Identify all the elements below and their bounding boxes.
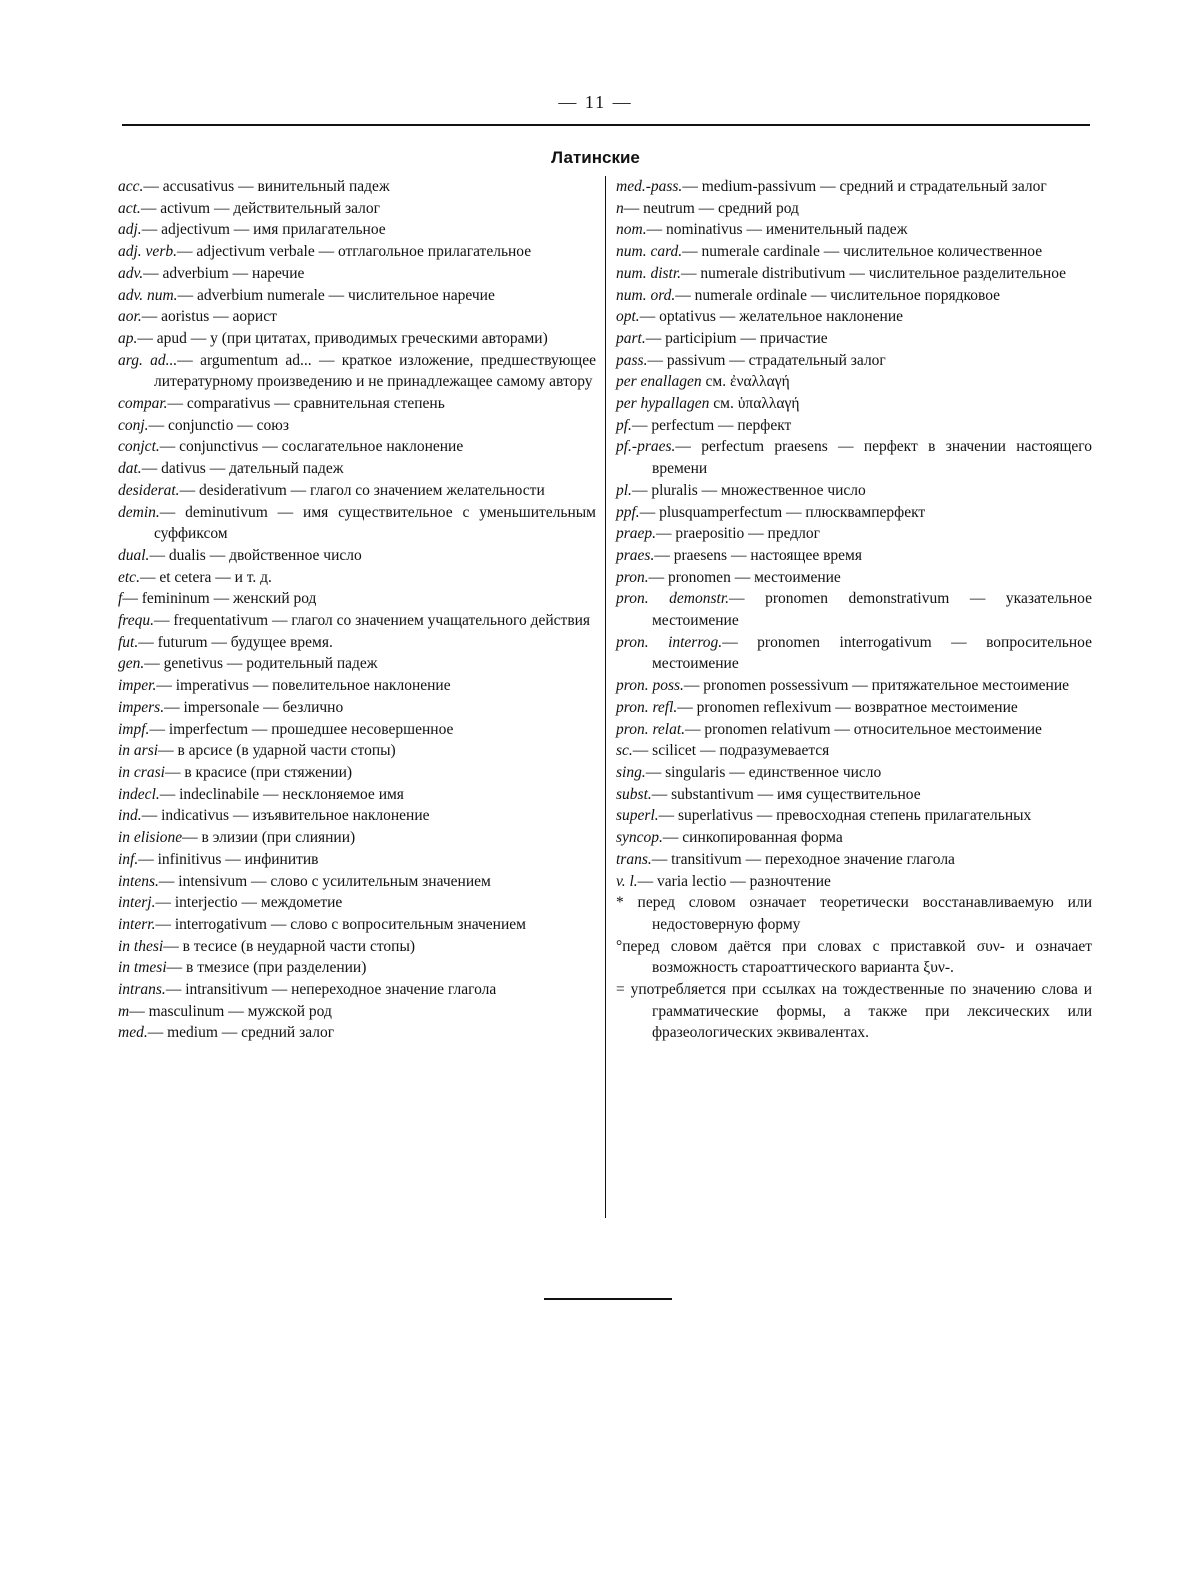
entry [616, 784, 1092, 806]
entry-abbreviation: dual. [118, 546, 150, 564]
entry-definition: — numerale cardinale — числительное количественное [682, 243, 1043, 261]
entry-abbreviation: pl. [616, 481, 632, 499]
entry-definition: — pluralis — множественное число [631, 481, 866, 499]
entry [118, 480, 596, 502]
entry [616, 219, 1092, 241]
entry-abbreviation: f [118, 590, 123, 608]
entry [616, 849, 1092, 871]
entry-abbreviation: nom. [616, 221, 647, 239]
entry [118, 653, 596, 675]
entry [616, 176, 1092, 198]
entry-definition: — aoristus — аорист [141, 308, 277, 326]
entry-definition: — interrogativum — слово с вопросительным значением [155, 915, 526, 933]
entry-definition: — comparativus — сравнительная степень [167, 395, 445, 413]
entry [616, 675, 1092, 697]
entry-abbreviation: superl. [616, 807, 659, 825]
entry-definition: — praepositio — предлог [656, 525, 820, 543]
entry-definition: — pronomen demonstrativum — указательное местоимение [652, 590, 1092, 630]
entry-definition: — plusquamperfectum — плюсквамперфект [639, 503, 926, 521]
entry-definition: — intransitivum — непереходное значение глагола [165, 981, 497, 999]
entry-definition: — pronomen reflexivum — возвратное местоимение [677, 698, 1018, 716]
entry [616, 632, 1092, 675]
entry-definition: — синкопированная форма [662, 829, 843, 847]
entry-abbreviation: in tmesi [118, 959, 167, 977]
entry [616, 480, 1092, 502]
entry-definition: — в красисе (при стяжении) [164, 763, 353, 781]
entry-abbreviation: conj. [118, 416, 149, 434]
entry-abbreviation: intens. [118, 872, 159, 890]
entry-definition: — adjectivum — имя прилагательное [141, 221, 386, 239]
entry-definition: — masculinum — мужской род [129, 1002, 332, 1020]
entry-definition: — activum — действительный залог [140, 199, 381, 217]
entry [118, 545, 596, 567]
entry [118, 328, 596, 350]
entry-definition: — conjunctivus — сослагательное наклонение [159, 438, 464, 456]
entry-definition: — argumentum ad... — краткое изложение, предшествующее литературному произведению и не принадлежащее самому автору [154, 351, 596, 391]
entry-definition: — femininum — женский род [122, 590, 317, 608]
section-title: Латинские [551, 148, 640, 167]
entry [616, 567, 1092, 589]
entry-definition: — passivum — страдательный залог [647, 351, 886, 369]
entry-abbreviation: pf.-praes. [616, 438, 676, 456]
entry-definition: — apud — у (при цитатах, приводимых греческими авторами) [137, 329, 548, 347]
entry-abbreviation: desiderat. [118, 481, 180, 499]
entry-definition: — deminutivum — имя существительное с уменьшительным суффиксом [154, 503, 596, 543]
entry [118, 719, 596, 741]
entry-definition: — praesens — настоящее время [654, 546, 862, 564]
entry-abbreviation: pass. [616, 351, 648, 369]
entry [616, 805, 1092, 827]
entry-abbreviation: num. distr. [616, 264, 682, 282]
entry-definition: — participium — причастие [645, 329, 828, 347]
entry [616, 871, 1092, 893]
entry [118, 588, 596, 610]
entry [616, 263, 1092, 285]
entry [118, 871, 596, 893]
entry-definition: — dativus — дательный падеж [141, 460, 344, 478]
entry-abbreviation: pron. refl. [616, 698, 678, 716]
entry-definition: — в тесисе (в неударной части стопы) [163, 937, 416, 955]
entry [118, 610, 596, 632]
entry [616, 198, 1092, 220]
entry [616, 415, 1092, 437]
entry-abbreviation: pron. demonstr. [616, 590, 730, 608]
bottom-rule [544, 1298, 672, 1300]
entry-abbreviation: in arsi [118, 742, 159, 760]
entry [118, 892, 596, 914]
entry [118, 632, 596, 654]
entry [118, 198, 596, 220]
entry-definition: — adjectivum verbale — отглагольное прилагательное [176, 243, 532, 261]
entry-abbreviation: etc. [118, 568, 140, 586]
entry-definition: — desiderativum — глагол со значением желательности [179, 481, 545, 499]
entry-abbreviation: pron. relat. [616, 720, 686, 738]
entry [616, 697, 1092, 719]
entry [118, 914, 596, 936]
entry [118, 350, 596, 393]
entry-abbreviation: impf. [118, 720, 150, 738]
entry-abbreviation: v. l. [616, 872, 638, 890]
entry-abbreviation: in crasi [118, 763, 165, 781]
entry [118, 762, 596, 784]
entry-definition: — medium — средний залог [147, 1024, 335, 1042]
entry-definition: — perfectum — перфект [631, 416, 792, 434]
entry-abbreviation: med.-pass. [616, 178, 683, 195]
entry-definition: — conjunctio — союз [148, 416, 289, 434]
entry-abbreviation: impers. [118, 698, 165, 716]
entry [616, 285, 1092, 307]
entry-abbreviation: part. [616, 329, 646, 347]
entry-abbreviation: indecl. [118, 785, 160, 803]
entry-abbreviation: ppf. [616, 503, 640, 521]
entry [616, 719, 1092, 741]
entry-abbreviation: sing. [616, 763, 646, 781]
entry-definition: — optativus — желательное наклонение [639, 308, 904, 326]
entry [118, 936, 596, 958]
entry [118, 740, 596, 762]
entry [616, 350, 1092, 372]
entry-definition: — intensivum — слово с усилительным значением [158, 872, 491, 890]
entry [616, 306, 1092, 328]
entry [118, 697, 596, 719]
entry-abbreviation: demin. [118, 503, 160, 521]
entry [118, 219, 596, 241]
entry-definition: — scilicet — подразумевается [632, 742, 830, 760]
entry-abbreviation: acc. [118, 178, 144, 195]
entry-definition: — infinitivus — инфинитив [138, 850, 319, 868]
entry-definition: — futurum — будущее время. [138, 633, 333, 651]
entry-abbreviation: per hypallagen [616, 395, 710, 413]
entry-abbreviation: subst. [616, 785, 652, 803]
entry-definition: — imperfectum — прошедшее несовершенное [149, 720, 454, 738]
entry-abbreviation: adv. num. [118, 286, 178, 304]
entry-abbreviation: pron. poss. [616, 677, 684, 695]
entry-abbreviation: per enallagen [616, 373, 702, 391]
entry-definition: — genetivus — родительный падеж [144, 655, 378, 673]
entry-definition: — в тмезисе (при разделении) [166, 959, 367, 977]
entry-abbreviation: num. card. [616, 243, 683, 261]
entry-abbreviation: adv. [118, 264, 144, 282]
entry [118, 306, 596, 328]
entry-definition: — perfectum praesens — перфект в значении настоящего времени [652, 438, 1092, 478]
entry-abbreviation: num. ord. [616, 286, 676, 304]
note: = употребляется при ссылках на тождественные по значению слова и грамматические формы, а также при лексических или фразеологических эквивалентах. [616, 981, 1092, 1042]
entry-abbreviation: dat. [118, 460, 142, 478]
entry-abbreviation: interj. [118, 894, 156, 912]
entry-abbreviation: adj. verb. [118, 243, 177, 261]
entry [616, 241, 1092, 263]
entry-abbreviation: adj. [118, 221, 142, 239]
entry [118, 241, 596, 263]
entry-definition: — adverbium numerale — числительное наречие [177, 286, 495, 304]
entry-definition: — varia lectio — разночтение [637, 872, 831, 890]
entry-definition: — indeclinabile — несклоняемое имя [159, 785, 404, 803]
right-entries [616, 176, 1092, 892]
entry-abbreviation: arg. ad... [118, 351, 178, 369]
entry [616, 328, 1092, 350]
entry-abbreviation: pf. [616, 416, 632, 434]
left-column [118, 176, 596, 1044]
top-rule [122, 124, 1090, 126]
entry-abbreviation: syncop. [616, 829, 663, 847]
entry-abbreviation: pron. interrog. [616, 633, 723, 651]
entry [616, 740, 1092, 762]
entry-abbreviation: aor. [118, 308, 142, 326]
entry [118, 675, 596, 697]
entry-abbreviation: inf. [118, 850, 139, 868]
entry-abbreviation: ind. [118, 807, 142, 825]
entry [118, 849, 596, 871]
entry-abbreviation: frequ. [118, 612, 155, 630]
entry [118, 979, 596, 1001]
entry [118, 827, 596, 849]
entry-abbreviation: conjct. [118, 438, 160, 456]
entry-definition: — в элизии (при слиянии) [182, 829, 356, 847]
entry-abbreviation: act. [118, 199, 141, 217]
entry-definition: — accusativus — винительный падеж [143, 178, 390, 195]
entry-definition: — в арсисе (в ударной части стопы) [158, 742, 396, 760]
entry-definition: — dualis — двойственное число [149, 546, 362, 564]
entry-abbreviation: intrans. [118, 981, 166, 999]
entry [616, 523, 1092, 545]
entry [118, 957, 596, 979]
entry-definition: — nominativus — именительный падеж [646, 221, 908, 239]
entry-definition: — neutrum — средний род [623, 199, 799, 217]
entry-definition: — frequentativum — глагол со значением учащательного действия [154, 612, 591, 630]
entry [118, 1001, 596, 1023]
entry-definition: — numerale ordinale — числительное порядковое [675, 286, 1001, 304]
notes [616, 892, 1092, 1044]
entry-abbreviation: interr. [118, 915, 156, 933]
entry [118, 415, 596, 437]
entry [616, 827, 1092, 849]
entry-definition: — pronomen relativum — относительное местоимение [685, 720, 1042, 738]
entry-abbreviation: trans. [616, 850, 652, 868]
entry-definition: — medium-passivum — средний и страдательный залог [682, 178, 1047, 195]
entry-abbreviation: gen. [118, 655, 145, 673]
right-column [616, 176, 1092, 1044]
entry-definition: — numerale distributivum — числительное разделительное [681, 264, 1067, 282]
entry-definition: — adverbium — наречие [143, 264, 305, 282]
note: °перед словом даётся при словах с приставкой συν- и означает возможность староаттического варианта ξυν-. [616, 937, 1092, 977]
entry-abbreviation: praep. [616, 525, 657, 543]
entry [616, 545, 1092, 567]
entry-abbreviation: ap. [118, 329, 138, 347]
entry-definition: — interjectio — междометие [155, 894, 343, 912]
entry [118, 176, 596, 198]
entry-definition: — singularis — единственное число [645, 763, 882, 781]
column-divider [605, 176, 606, 1218]
entry-definition: — indicativus — изъявительное наклонение [141, 807, 430, 825]
entry [616, 371, 1092, 393]
entry-abbreviation: m [118, 1002, 130, 1020]
entry-definition: — pronomen possessivum — притяжательное местоимение [683, 677, 1070, 695]
entry-abbreviation: in thesi [118, 937, 164, 955]
entry [616, 436, 1092, 479]
note: * перед словом означает теоретически восстанавливаемую или недостоверную форму [616, 894, 1092, 933]
entry-abbreviation: n [616, 199, 624, 217]
entry [118, 567, 596, 589]
entry-definition: — et cetera — и т. д. [139, 568, 272, 586]
entry [616, 393, 1092, 415]
entry [616, 762, 1092, 784]
entry-definition: — impersonale — безлично [164, 698, 344, 716]
entry [118, 805, 596, 827]
entry [616, 502, 1092, 524]
entry [616, 588, 1092, 631]
entry-definition: см. ἐναλλαγή [701, 373, 790, 391]
entry-abbreviation: opt. [616, 308, 640, 326]
entry-abbreviation: imper. [118, 677, 157, 695]
entry-definition: — superlativus — превосходная степень прилагательных [658, 807, 1032, 825]
entry-definition: — pronomen interrogativum — вопросительное местоимение [652, 633, 1092, 673]
entry-abbreviation: compar. [118, 395, 168, 413]
entry-abbreviation: fut. [118, 633, 139, 651]
entry-abbreviation: pron. [616, 568, 649, 586]
entry [118, 285, 596, 307]
entry-abbreviation: sc. [616, 742, 633, 760]
entry-definition: — substantivum — имя существительное [651, 785, 921, 803]
entry [118, 458, 596, 480]
entry [118, 1022, 596, 1044]
entry [118, 393, 596, 415]
entry-definition: — pronomen — местоимение [648, 568, 841, 586]
entry-definition: — imperativus — повелительное наклонение [156, 677, 451, 695]
entry-definition: — transitivum — переходное значение глагола [651, 850, 955, 868]
entry [118, 263, 596, 285]
entry [118, 502, 596, 545]
entry [118, 436, 596, 458]
entry-abbreviation: in elisione [118, 829, 183, 847]
entry [118, 784, 596, 806]
entry-abbreviation: med. [118, 1024, 148, 1042]
page-number: — 11 — [558, 92, 633, 112]
entry-definition: см. ὑπαλλαγή [709, 395, 800, 413]
entry-abbreviation: praes. [616, 546, 655, 564]
